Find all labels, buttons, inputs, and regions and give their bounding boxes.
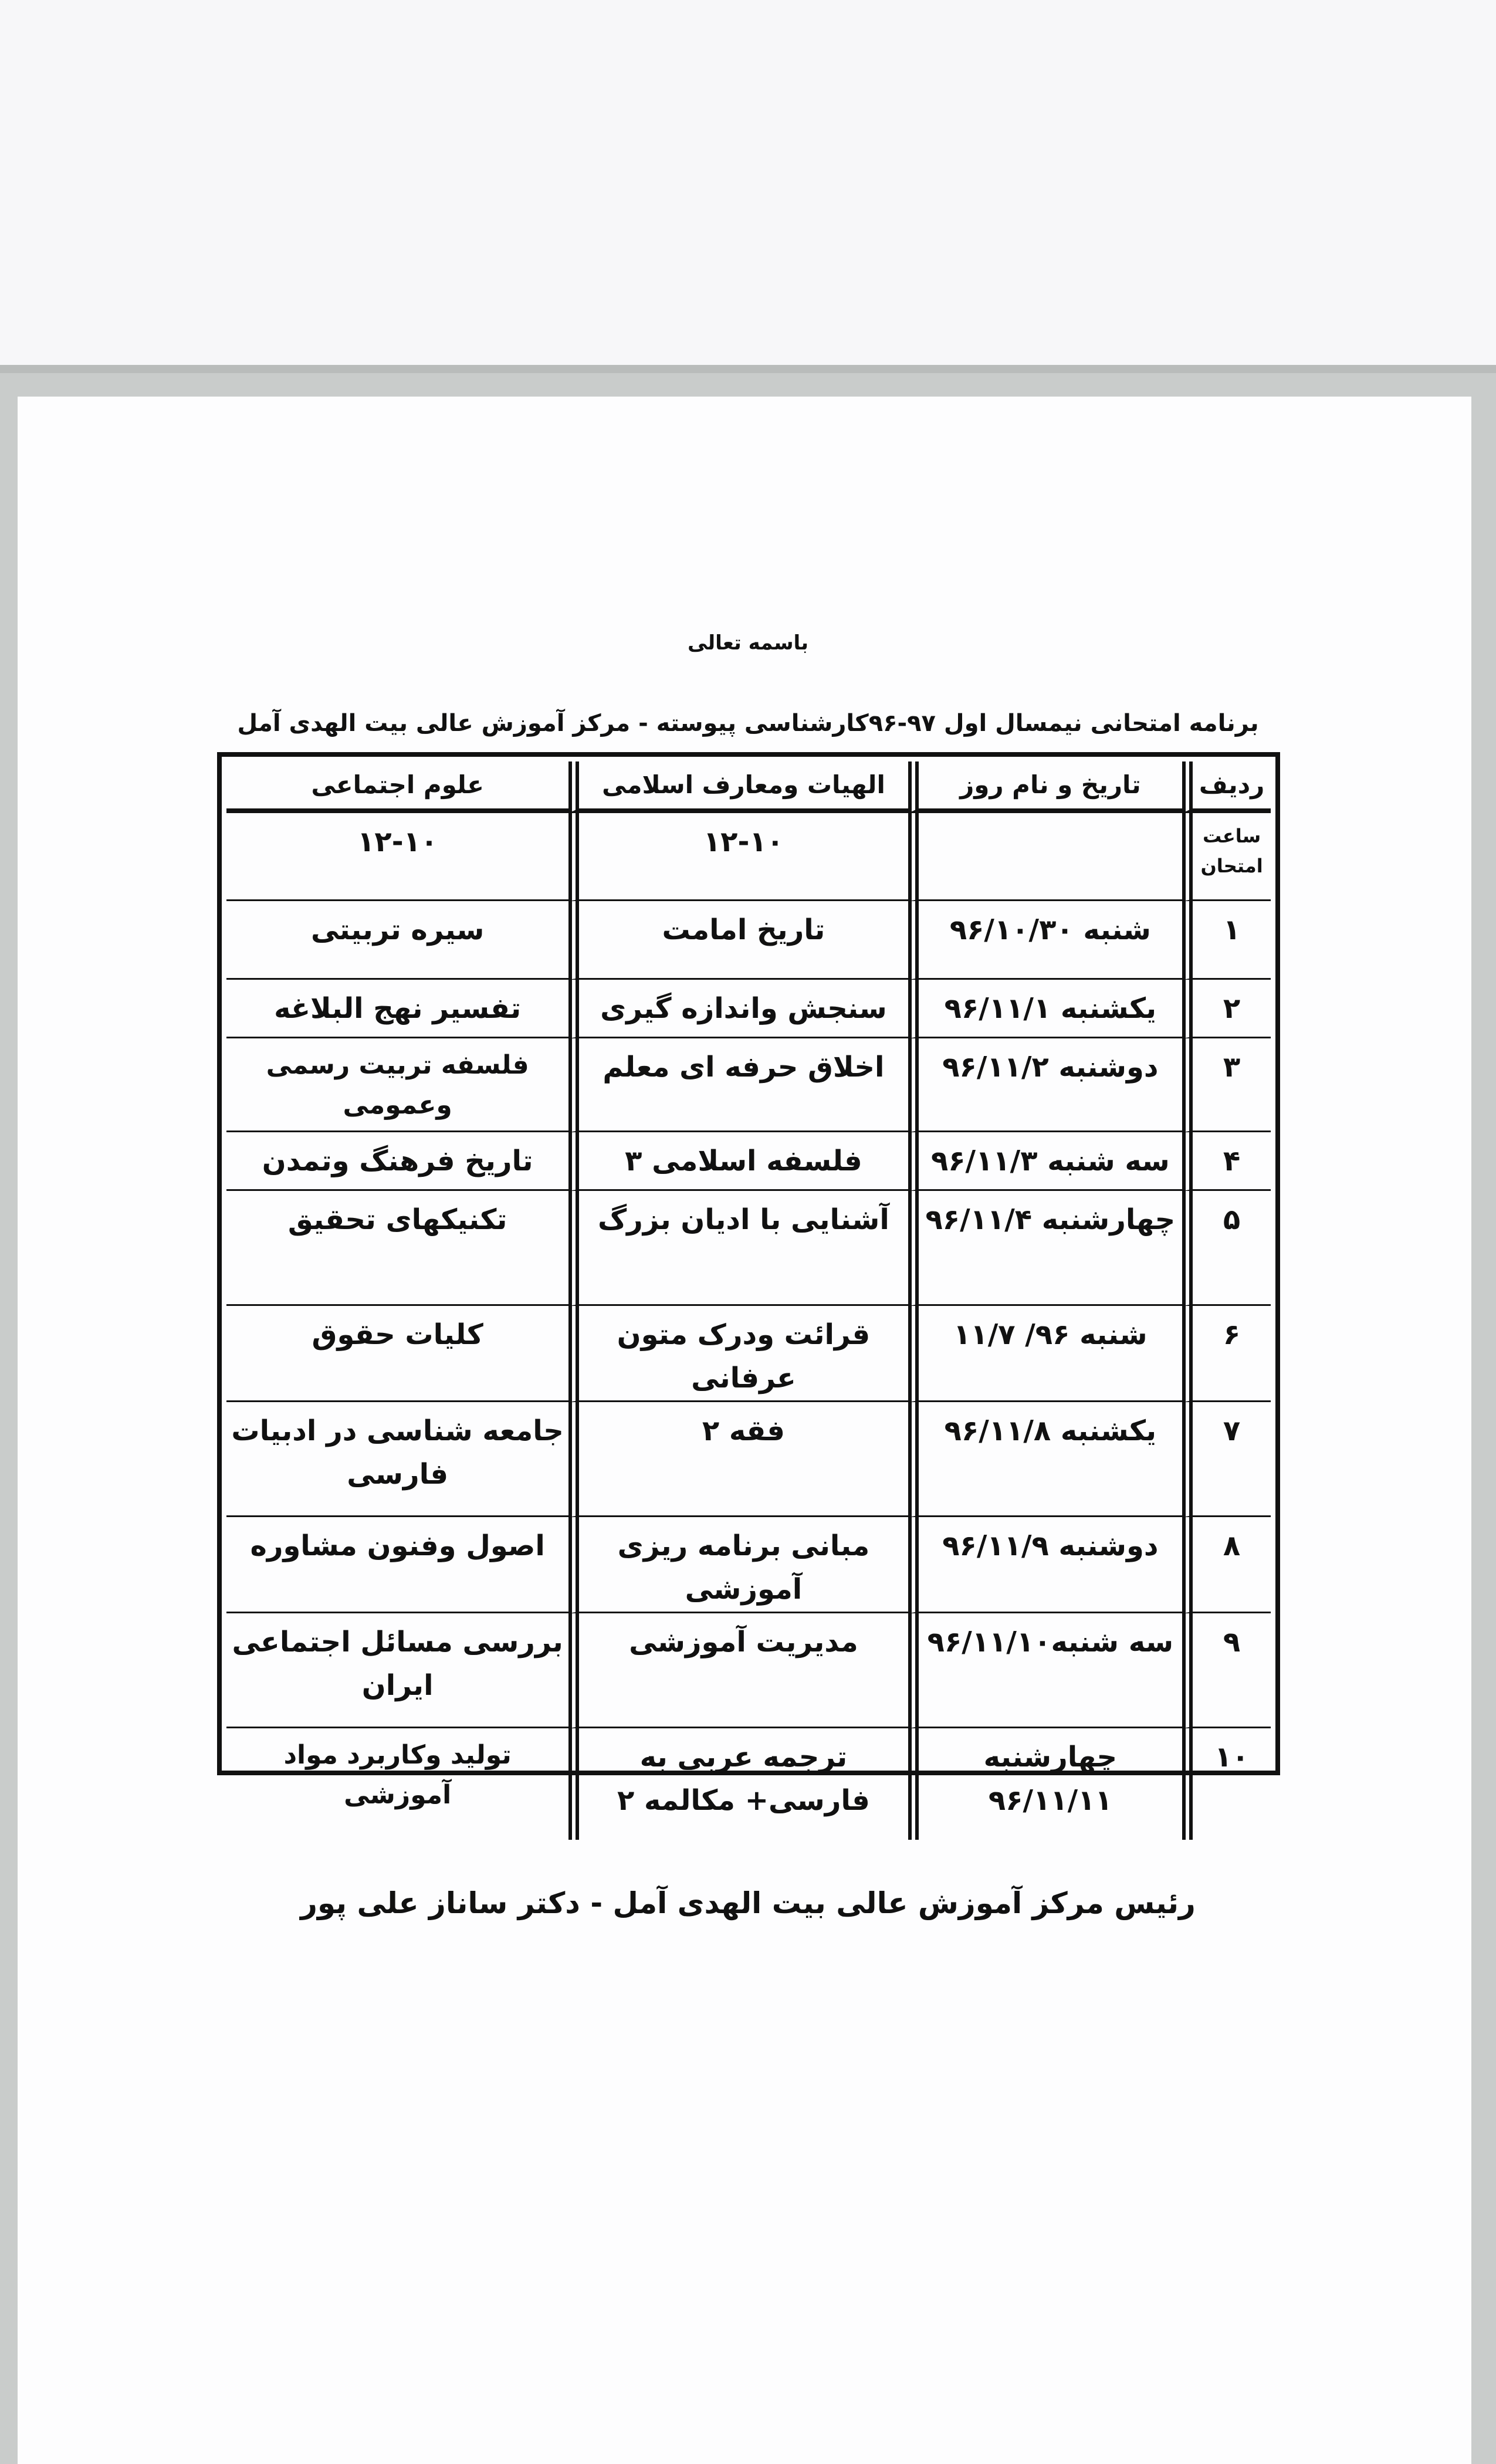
exam-schedule-table (217, 752, 1280, 1817)
row-number: ۳ (1182, 1038, 1271, 1132)
row-number: ۶ (1182, 1306, 1271, 1402)
table-row (226, 1728, 1271, 1840)
row-date: شنبه ۹۶/ ۱۱/۷ (908, 1306, 1183, 1402)
exam-time-row (226, 813, 1271, 901)
basmala-heading: باسمه تعالی (687, 631, 809, 655)
scanner-edge (0, 365, 1496, 373)
row-date: دوشنبه ۹۶/۱۱/۹ (908, 1517, 1183, 1613)
row-date: سه شنبه ۹۶/۱۱/۳ (908, 1132, 1183, 1191)
table-row (226, 1306, 1271, 1402)
exam-time-social: ۱۲-۱۰ (226, 813, 568, 901)
row-number: ۹ (1182, 1613, 1271, 1728)
row-social-course: فلسفه تربیت رسمی وعمومی (226, 1038, 568, 1132)
table-row (226, 1038, 1271, 1132)
row-theology-course: فلسفه اسلامی ۳ (568, 1132, 908, 1191)
table-row (226, 1613, 1271, 1728)
row-social-course: جامعه شناسی در ادبیات فارسی (226, 1402, 568, 1517)
exam-time-label: ساعت امتحان (1182, 813, 1271, 901)
row-number: ۸ (1182, 1517, 1271, 1613)
row-date: دوشنبه ۹۶/۱۱/۲ (908, 1038, 1183, 1132)
table-row (226, 1132, 1271, 1191)
exam-time-date (908, 813, 1183, 901)
schedule-grid (226, 761, 1271, 1840)
row-social-course: تاریخ فرهنگ وتمدن (226, 1132, 568, 1191)
signature-line: رئیس مرکز آموزش عالی بیت الهدی آمل - دکتر ساناز علی پور (300, 1886, 1196, 1920)
row-number: ۲ (1182, 980, 1271, 1038)
table-row (226, 980, 1271, 1038)
row-date: سه شنبه۹۶/۱۱/۱۰ (908, 1613, 1183, 1728)
row-theology-course: مبانی برنامه ریزی آموزشی (568, 1517, 908, 1613)
table-header-row (226, 761, 1271, 813)
row-date: چهارشنبه ۹۶/۱۱/۱۱ (908, 1728, 1183, 1840)
table-row (226, 1191, 1271, 1306)
table-row (226, 1402, 1271, 1517)
row-theology-course: ترجمه عربی به فارسی+ مکالمه ۲ (568, 1728, 908, 1840)
header-theology: الهیات ومعارف اسلامی (568, 761, 908, 813)
row-social-course: سیره تربیتی (226, 901, 568, 980)
row-number: ۴ (1182, 1132, 1271, 1191)
row-number: ۱۰ (1182, 1728, 1271, 1840)
header-date: تاریخ و نام روز (908, 761, 1183, 813)
row-number: ۱ (1182, 901, 1271, 980)
row-theology-course: تاریخ امامت (568, 901, 908, 980)
table-body (226, 813, 1271, 1840)
row-date: یکشنبه ۹۶/۱۱/۱ (908, 980, 1183, 1038)
row-number: ۵ (1182, 1191, 1271, 1306)
scan-blank-area (0, 0, 1496, 365)
document-title: برنامه امتحانی نیمسال اول ۹۷-۹۶کارشناسی پیوسته - مرکز آموزش عالی بیت الهدی آمل (237, 710, 1259, 737)
row-date: چهارشنبه ۹۶/۱۱/۴ (908, 1191, 1183, 1306)
row-date: یکشنبه ۹۶/۱۱/۸ (908, 1402, 1183, 1517)
row-social-course: اصول وفنون مشاوره (226, 1517, 568, 1613)
row-theology-course: آشنایی با ادیان بزرگ (568, 1191, 908, 1306)
row-social-course: تولید وکاربرد مواد آموزشی (283, 1739, 512, 1810)
row-theology-course: سنجش واندازه گیری (568, 980, 908, 1038)
header-row-number: ردیف (1182, 761, 1271, 813)
table-row (226, 901, 1271, 980)
row-social-course: تکنیکهای تحقیق (226, 1191, 568, 1306)
header-social-sciences: علوم اجتماعی (226, 761, 568, 813)
row-number: ۷ (1182, 1402, 1271, 1517)
row-theology-course: فقه ۲ (568, 1402, 908, 1517)
exam-time-theology: ۱۲-۱۰ (568, 813, 908, 901)
row-social-course: کلیات حقوق (226, 1306, 568, 1402)
row-date: شنبه ۹۶/۱۰/۳۰ (908, 901, 1183, 980)
row-social-course: تفسیر نهج البلاغه (226, 980, 568, 1038)
row-theology-course: قرائت ودرک متون عرفانی (568, 1306, 908, 1402)
row-theology-course: مدیریت آموزشی (568, 1613, 908, 1728)
row-social-course: بررسی مسائل اجتماعی ایران (226, 1613, 568, 1728)
table-row (226, 1517, 1271, 1613)
row-theology-course: اخلاق حرفه ای معلم (568, 1038, 908, 1132)
